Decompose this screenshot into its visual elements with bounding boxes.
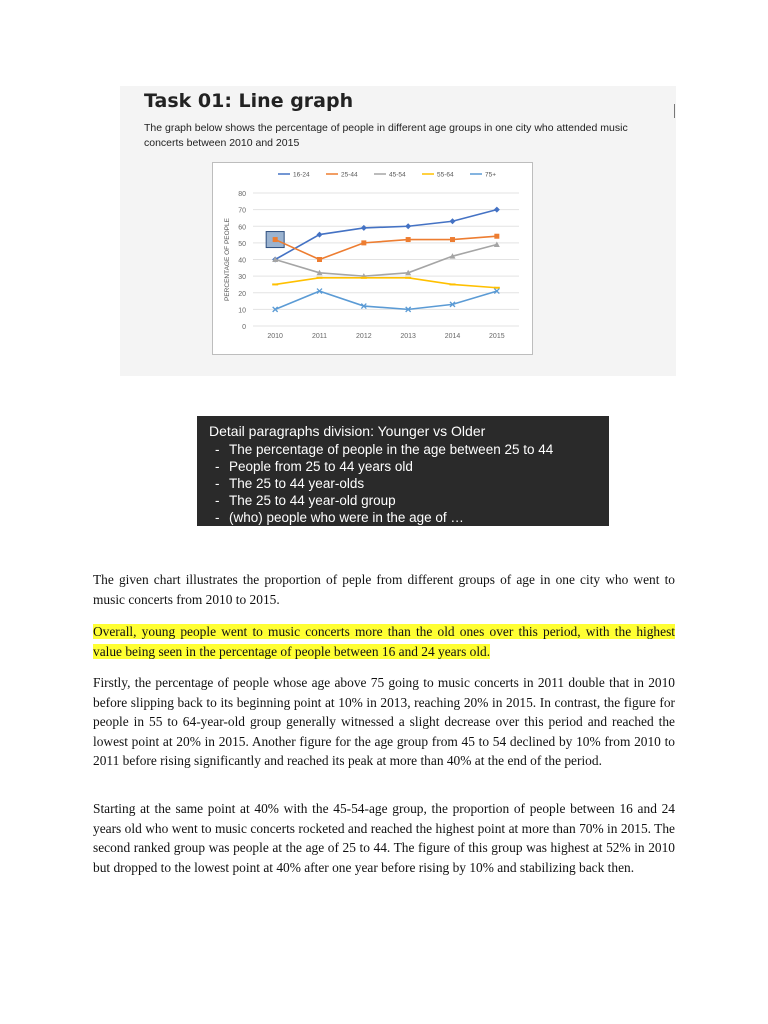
data-point-25-44 [317, 257, 322, 262]
detail-item-text: People from 25 to 44 years old [229, 459, 413, 474]
data-point-16-24 [494, 207, 500, 213]
task-description: The graph below shows the percentage of people in different age groups in one city who attended music concerts between 2010 and 2015 [144, 122, 628, 149]
series-line-75+ [275, 291, 497, 309]
data-point-25-44 [406, 237, 411, 242]
legend-label: 16-24 [293, 171, 310, 179]
detail-item: - People from 25 to 44 years old [215, 459, 413, 474]
x-tick-label: 2015 [489, 333, 505, 340]
detail-item-text: The 25 to 44 year-olds [229, 476, 365, 491]
series-line-25-44 [275, 236, 497, 259]
essay-overview [93, 622, 675, 661]
task-title: Task 01: Line graph [144, 90, 354, 112]
detail-list [215, 441, 553, 526]
task-card [120, 86, 676, 376]
detail-item: - (who) people who were in the age of … [215, 510, 464, 525]
detail-item-text: (who) people who were in the age of … [229, 510, 464, 525]
essay-body-paragraph-1: Firstly, the percentage of people whose age above 75 going to music concerts in 2011 double that in 2010 before slipping back to its beginning point at 10% in 2013, reaching 20% in 2015. In contrast, the figure for people in 55 to 64-year-old group generally witnessed a slight decrease over this period and reached the lowest point at 20% in 2015. Another figure for the age group from 45 to 54 declined by 10% from 2010 to 2011 before rising significantly and reached its peak at more than 40% at the end of the period. [93, 675, 675, 769]
detail-item-text: The 25 to 44 year-old group [229, 493, 396, 508]
x-tick-label: 2012 [356, 333, 372, 340]
data-point-25-44 [273, 237, 278, 242]
y-tick-label: 70 [238, 207, 246, 215]
x-tick-label: 2010 [267, 333, 283, 340]
data-point-25-44 [450, 237, 455, 242]
series-line-16-24 [275, 210, 497, 260]
detail-item: - The 25 to 44 year-old group [215, 493, 396, 508]
y-tick-label: 30 [238, 274, 246, 282]
detail-box [197, 416, 609, 526]
legend-label: 75+ [485, 171, 497, 179]
series-line-55-64 [275, 278, 497, 288]
y-axis-label: PERCENTAGE OF PEOPLE [224, 218, 231, 301]
data-point-16-24 [450, 218, 456, 224]
legend-label: 45-54 [389, 171, 406, 179]
line-chart [212, 162, 533, 355]
y-tick-label: 40 [238, 257, 246, 265]
detail-item-text: The percentage of people in the age between 25 to 44 [229, 442, 554, 457]
line-chart-svg [213, 163, 532, 354]
x-tick-label: 2014 [444, 333, 461, 340]
y-tick-label: 50 [238, 240, 246, 248]
data-point-25-44 [361, 240, 366, 245]
detail-item: - The percentage of people in the age between 25 to 44 [215, 442, 554, 457]
data-point-25-44 [494, 234, 499, 239]
essay-introduction: The given chart illustrates the proportion of peple from different groups of age in one city who went to music concerts from 2010 to 2015. [93, 572, 675, 607]
y-tick-label: 80 [238, 191, 246, 198]
y-tick-label: 20 [238, 290, 246, 298]
legend-label: 55-64 [437, 171, 454, 179]
data-point-16-24 [317, 232, 323, 238]
y-tick-label: 10 [238, 307, 246, 315]
y-tick-label: 0 [242, 324, 246, 331]
legend-label: 25-44 [341, 171, 358, 179]
edge-divider [674, 104, 675, 118]
x-tick-label: 2011 [311, 333, 328, 340]
highlighted-text: Overall, young people went to music concerts more than the old ones over this period, with the highest value being seen in the percentage of people between 16 and 24 years old. [93, 624, 675, 659]
x-tick-label: 2013 [400, 333, 416, 340]
detail-item: - The 25 to 44 year-olds [215, 476, 365, 491]
y-tick-label: 60 [238, 224, 246, 232]
data-point-16-24 [405, 223, 411, 229]
series-line-45-54 [275, 245, 497, 277]
detail-title: Detail paragraphs division: Younger vs Older [209, 423, 486, 439]
essay-body-paragraph-2: Starting at the same point at 40% with the 45-54-age group, the proportion of people between 16 and 24 years old who went to music concerts rocketed and reached the highest point at more than 70% in 2015. The second ranked group was people at the age of 25 to 44. The figure of this group was highest at 52% in 2010 but dropped to the lowest point at 40% after one year before rising by 10% and stabilizing back then. [93, 801, 675, 875]
